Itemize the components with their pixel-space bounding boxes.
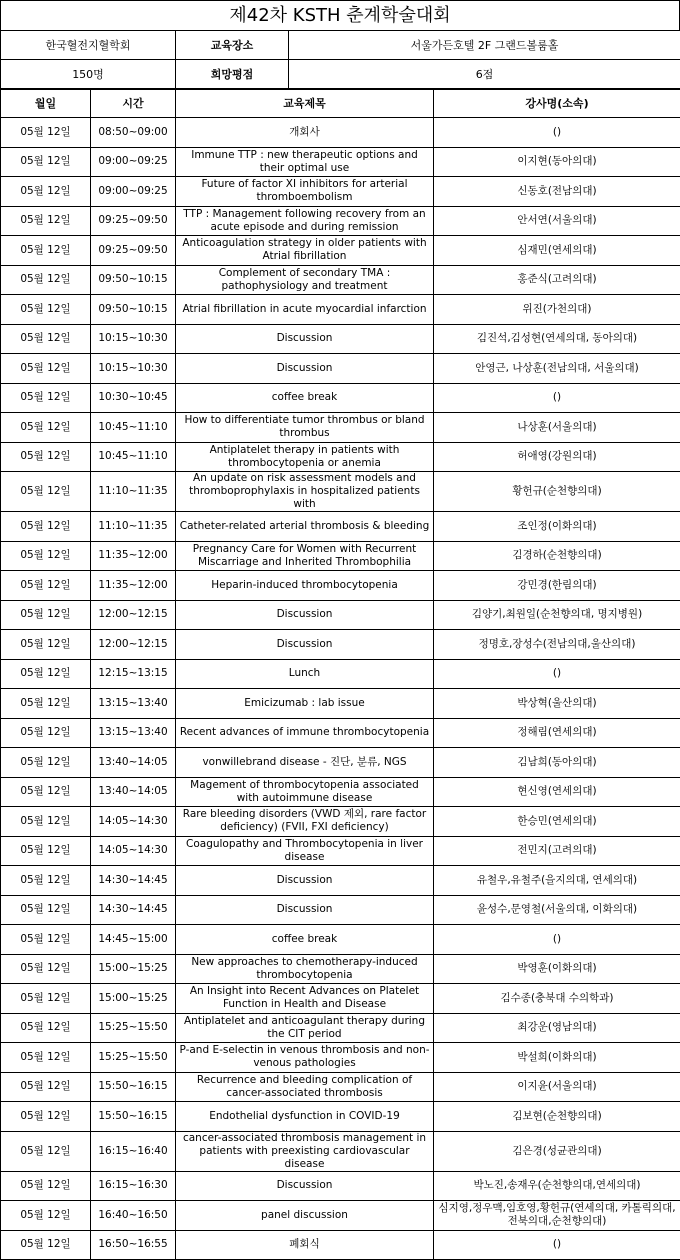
header-subject: 교육제목 — [176, 90, 434, 118]
row-subject: Discussion — [176, 600, 434, 630]
table-row — [1, 177, 680, 207]
row-subject: New approaches to chemotherapy-induced thrombocytopenia — [176, 954, 434, 984]
row-subject: An Insight into Recent Advances on Platelet Function in Health and Disease — [176, 984, 434, 1014]
row-speaker: () — [434, 118, 680, 148]
table-row — [1, 630, 680, 660]
row-date: 05월 12일 — [1, 836, 91, 866]
row-subject: Emicizumab : lab issue — [176, 689, 434, 719]
venue-label: 교육장소 — [176, 31, 289, 60]
schedule-table — [0, 89, 680, 1260]
row-speaker: () — [434, 659, 680, 689]
capacity: 150명 — [1, 60, 176, 89]
row-time: 10:15~10:30 — [91, 354, 176, 384]
row-subject: Rare bleeding disorders (VWD 제외, rare factor deficiency) (FVII, FXI deficiency) — [176, 807, 434, 837]
row-speaker: 박설희(이화의대) — [434, 1043, 680, 1073]
row-date: 05월 12일 — [1, 866, 91, 896]
row-time: 09:25~09:50 — [91, 206, 176, 236]
table-row — [1, 265, 680, 295]
row-time: 11:10~11:35 — [91, 472, 176, 512]
row-speaker: 한승민(연세의대) — [434, 807, 680, 837]
row-date: 05월 12일 — [1, 1230, 91, 1260]
row-subject: coffee break — [176, 383, 434, 413]
row-speaker: 유철우,유철주(을지의대, 연세의대) — [434, 866, 680, 896]
table-row — [1, 383, 680, 413]
row-date: 05월 12일 — [1, 236, 91, 266]
row-date: 05월 12일 — [1, 1072, 91, 1102]
table-row — [1, 512, 680, 542]
credit-value: 6점 — [289, 60, 680, 89]
table-row — [1, 866, 680, 896]
table-row — [1, 984, 680, 1014]
row-speaker: 위진(가천의대) — [434, 295, 680, 325]
row-date: 05월 12일 — [1, 1201, 91, 1231]
row-speaker: 조인정(이화의대) — [434, 512, 680, 542]
row-speaker: 김은경(성균관의대) — [434, 1131, 680, 1171]
row-date: 05월 12일 — [1, 265, 91, 295]
header-time: 시간 — [91, 90, 176, 118]
row-subject: Discussion — [176, 895, 434, 925]
row-time: 13:40~14:05 — [91, 777, 176, 807]
row-speaker: 신동호(전남의대) — [434, 177, 680, 207]
row-time: 15:00~15:25 — [91, 984, 176, 1014]
row-date: 05월 12일 — [1, 442, 91, 472]
row-speaker: 심지영,정우맥,임호영,황헌규(연세의대, 카톨릭의대, 전북의대,순천향의대) — [434, 1201, 680, 1231]
row-date: 05월 12일 — [1, 925, 91, 955]
row-time: 15:25~15:50 — [91, 1013, 176, 1043]
row-subject: Heparin-induced thrombocytopenia — [176, 571, 434, 601]
table-row — [1, 571, 680, 601]
row-date: 05월 12일 — [1, 630, 91, 660]
table-row — [1, 354, 680, 384]
row-speaker: 홍준식(고려의대) — [434, 265, 680, 295]
row-date: 05월 12일 — [1, 413, 91, 443]
row-speaker: 정해림(연세의대) — [434, 718, 680, 748]
row-date: 05월 12일 — [1, 354, 91, 384]
row-speaker: 나상훈(서울의대) — [434, 413, 680, 443]
row-time: 11:35~12:00 — [91, 541, 176, 571]
page-title: 제42차 KSTH 춘계학술대회 — [0, 0, 680, 30]
row-subject: Pregnancy Care for Women with Recurrent Miscarriage and Inherited Thrombophilia — [176, 541, 434, 571]
table-row — [1, 1072, 680, 1102]
row-subject: Recent advances of immune thrombocytopenia — [176, 718, 434, 748]
row-speaker: 박노진,송재우(순천향의대,연세의대) — [434, 1171, 680, 1201]
row-speaker: 김남희(동아의대) — [434, 748, 680, 778]
row-subject: 폐회식 — [176, 1230, 434, 1260]
row-date: 05월 12일 — [1, 206, 91, 236]
row-date: 05월 12일 — [1, 718, 91, 748]
row-speaker: 이지윤(서울의대) — [434, 1072, 680, 1102]
table-row — [1, 925, 680, 955]
row-time: 10:45~11:10 — [91, 442, 176, 472]
row-speaker: 정명호,장성수(전남의대,울산의대) — [434, 630, 680, 660]
table-row — [1, 954, 680, 984]
row-subject: Anticoagulation strategy in older patients with Atrial fibrillation — [176, 236, 434, 266]
row-time: 14:30~14:45 — [91, 895, 176, 925]
row-subject: Complement of secondary TMA : pathophysiology and treatment — [176, 265, 434, 295]
row-time: 10:45~11:10 — [91, 413, 176, 443]
table-row — [1, 718, 680, 748]
row-subject: Discussion — [176, 354, 434, 384]
row-speaker: 전민지(고려의대) — [434, 836, 680, 866]
row-speaker: 김양기,최원일(순천향의대, 명지병원) — [434, 600, 680, 630]
header-date: 월일 — [1, 90, 91, 118]
row-date: 05월 12일 — [1, 472, 91, 512]
row-date: 05월 12일 — [1, 895, 91, 925]
table-row — [1, 836, 680, 866]
row-subject: Antiplatelet and anticoagulant therapy during the CIT period — [176, 1013, 434, 1043]
table-row — [1, 777, 680, 807]
row-time: 13:15~13:40 — [91, 689, 176, 719]
row-date: 05월 12일 — [1, 177, 91, 207]
row-speaker: 안서연(서울의대) — [434, 206, 680, 236]
row-speaker: () — [434, 1230, 680, 1260]
row-subject: Lunch — [176, 659, 434, 689]
row-time: 09:00~09:25 — [91, 147, 176, 177]
row-date: 05월 12일 — [1, 295, 91, 325]
row-time: 14:05~14:30 — [91, 836, 176, 866]
row-subject: 개회사 — [176, 118, 434, 148]
row-time: 14:30~14:45 — [91, 866, 176, 896]
row-date: 05월 12일 — [1, 954, 91, 984]
credit-label: 희망평점 — [176, 60, 289, 89]
row-speaker: 황헌규(순천향의대) — [434, 472, 680, 512]
row-subject: Immune TTP : new therapeutic options and their optimal use — [176, 147, 434, 177]
row-time: 12:15~13:15 — [91, 659, 176, 689]
row-date: 05월 12일 — [1, 541, 91, 571]
row-time: 16:50~16:55 — [91, 1230, 176, 1260]
row-subject: Discussion — [176, 630, 434, 660]
row-subject: Antiplatelet therapy in patients with thrombocytopenia or anemia — [176, 442, 434, 472]
table-row — [1, 324, 680, 354]
table-row — [1, 1102, 680, 1132]
table-row — [1, 295, 680, 325]
table-row — [1, 206, 680, 236]
row-speaker: () — [434, 925, 680, 955]
table-row — [1, 147, 680, 177]
row-date: 05월 12일 — [1, 1102, 91, 1132]
row-time: 15:50~16:15 — [91, 1072, 176, 1102]
row-date: 05월 12일 — [1, 777, 91, 807]
row-subject: vonwillebrand disease - 진단, 분류, NGS — [176, 748, 434, 778]
row-speaker: 박영훈(이화의대) — [434, 954, 680, 984]
row-time: 16:15~16:30 — [91, 1171, 176, 1201]
row-speaker: 이지현(동아의대) — [434, 147, 680, 177]
info-table — [0, 30, 680, 89]
table-row — [1, 1201, 680, 1231]
table-row — [1, 807, 680, 837]
row-time: 14:05~14:30 — [91, 807, 176, 837]
table-row — [1, 236, 680, 266]
table-row — [1, 413, 680, 443]
table-row — [1, 895, 680, 925]
table-row — [1, 748, 680, 778]
table-row — [1, 1171, 680, 1201]
row-time: 15:00~15:25 — [91, 954, 176, 984]
row-subject: How to differentiate tumor thrombus or bland thrombus — [176, 413, 434, 443]
row-subject: Catheter-related arterial thrombosis & bleeding — [176, 512, 434, 542]
row-speaker: 김수종(충북대 수의학과) — [434, 984, 680, 1014]
table-row — [1, 1131, 680, 1171]
row-time: 09:50~10:15 — [91, 295, 176, 325]
row-time: 16:15~16:40 — [91, 1131, 176, 1171]
row-time: 10:15~10:30 — [91, 324, 176, 354]
row-time: 11:10~11:35 — [91, 512, 176, 542]
table-row — [1, 1230, 680, 1260]
row-date: 05월 12일 — [1, 512, 91, 542]
table-row — [1, 472, 680, 512]
row-subject: Discussion — [176, 324, 434, 354]
row-subject: TTP : Management following recovery from an acute episode and during remission — [176, 206, 434, 236]
row-time: 09:00~09:25 — [91, 177, 176, 207]
row-time: 14:45~15:00 — [91, 925, 176, 955]
table-row — [1, 1013, 680, 1043]
row-time: 15:50~16:15 — [91, 1102, 176, 1132]
row-subject: Recurrence and bleeding complication of cancer-associated thrombosis — [176, 1072, 434, 1102]
row-time: 09:25~09:50 — [91, 236, 176, 266]
row-speaker: 현신영(연세의대) — [434, 777, 680, 807]
row-speaker: 허애영(강원의대) — [434, 442, 680, 472]
row-date: 05월 12일 — [1, 118, 91, 148]
row-subject: cancer-associated thrombosis management in patients with preexisting cardiovascular disease — [176, 1131, 434, 1171]
row-subject: P-and E-selectin in venous thrombosis and non-venous pathologies — [176, 1043, 434, 1073]
row-time: 12:00~12:15 — [91, 630, 176, 660]
row-time: 10:30~10:45 — [91, 383, 176, 413]
table-row — [1, 442, 680, 472]
row-time: 13:40~14:05 — [91, 748, 176, 778]
table-row — [1, 541, 680, 571]
row-time: 09:50~10:15 — [91, 265, 176, 295]
table-header-row — [1, 90, 680, 118]
row-date: 05월 12일 — [1, 147, 91, 177]
row-speaker: 심재민(연세의대) — [434, 236, 680, 266]
table-row — [1, 689, 680, 719]
row-time: 08:50~09:00 — [91, 118, 176, 148]
row-date: 05월 12일 — [1, 383, 91, 413]
row-time: 11:35~12:00 — [91, 571, 176, 601]
row-date: 05월 12일 — [1, 1043, 91, 1073]
row-subject: panel discussion — [176, 1201, 434, 1231]
row-speaker: 윤성수,문영철(서울의대, 이화의대) — [434, 895, 680, 925]
row-time: 12:00~12:15 — [91, 600, 176, 630]
row-subject: An update on risk assessment models and thromboprophylaxis in hospitalized patients with — [176, 472, 434, 512]
row-subject: Magement of thrombocytopenia associated with autoimmune disease — [176, 777, 434, 807]
row-speaker: 최강운(영남의대) — [434, 1013, 680, 1043]
row-date: 05월 12일 — [1, 659, 91, 689]
table-row — [1, 118, 680, 148]
row-date: 05월 12일 — [1, 1171, 91, 1201]
row-time: 16:40~16:50 — [91, 1201, 176, 1231]
row-speaker: 김경하(순천향의대) — [434, 541, 680, 571]
row-speaker: 안영근, 나상훈(전남의대, 서울의대) — [434, 354, 680, 384]
table-row — [1, 600, 680, 630]
table-row — [1, 659, 680, 689]
venue-value: 서울가든호텔 2F 그랜드볼룸홀 — [289, 31, 680, 60]
table-row — [1, 1043, 680, 1073]
schedule-rows — [1, 118, 680, 1260]
row-subject: Endothelial dysfunction in COVID-19 — [176, 1102, 434, 1132]
row-date: 05월 12일 — [1, 1013, 91, 1043]
row-date: 05월 12일 — [1, 984, 91, 1014]
row-subject: coffee break — [176, 925, 434, 955]
row-date: 05월 12일 — [1, 324, 91, 354]
row-time: 13:15~13:40 — [91, 718, 176, 748]
row-date: 05월 12일 — [1, 600, 91, 630]
row-subject: Discussion — [176, 866, 434, 896]
row-speaker: 박상혁(울산의대) — [434, 689, 680, 719]
row-subject: Atrial fibrillation in acute myocardial infarction — [176, 295, 434, 325]
row-date: 05월 12일 — [1, 1131, 91, 1171]
row-subject: Future of factor XI inhibitors for arterial thromboembolism — [176, 177, 434, 207]
row-date: 05월 12일 — [1, 748, 91, 778]
row-time: 15:25~15:50 — [91, 1043, 176, 1073]
header-speaker: 강사명(소속) — [434, 90, 680, 118]
row-subject: Discussion — [176, 1171, 434, 1201]
row-date: 05월 12일 — [1, 689, 91, 719]
row-speaker: 김보현(순천향의대) — [434, 1102, 680, 1132]
row-date: 05월 12일 — [1, 807, 91, 837]
row-speaker: () — [434, 383, 680, 413]
row-subject: Coagulopathy and Thrombocytopenia in liver disease — [176, 836, 434, 866]
row-speaker: 강민경(한림의대) — [434, 571, 680, 601]
organizer: 한국혈전지혈학회 — [1, 31, 176, 60]
row-speaker: 김진석,김성현(연세의대, 동아의대) — [434, 324, 680, 354]
row-date: 05월 12일 — [1, 571, 91, 601]
